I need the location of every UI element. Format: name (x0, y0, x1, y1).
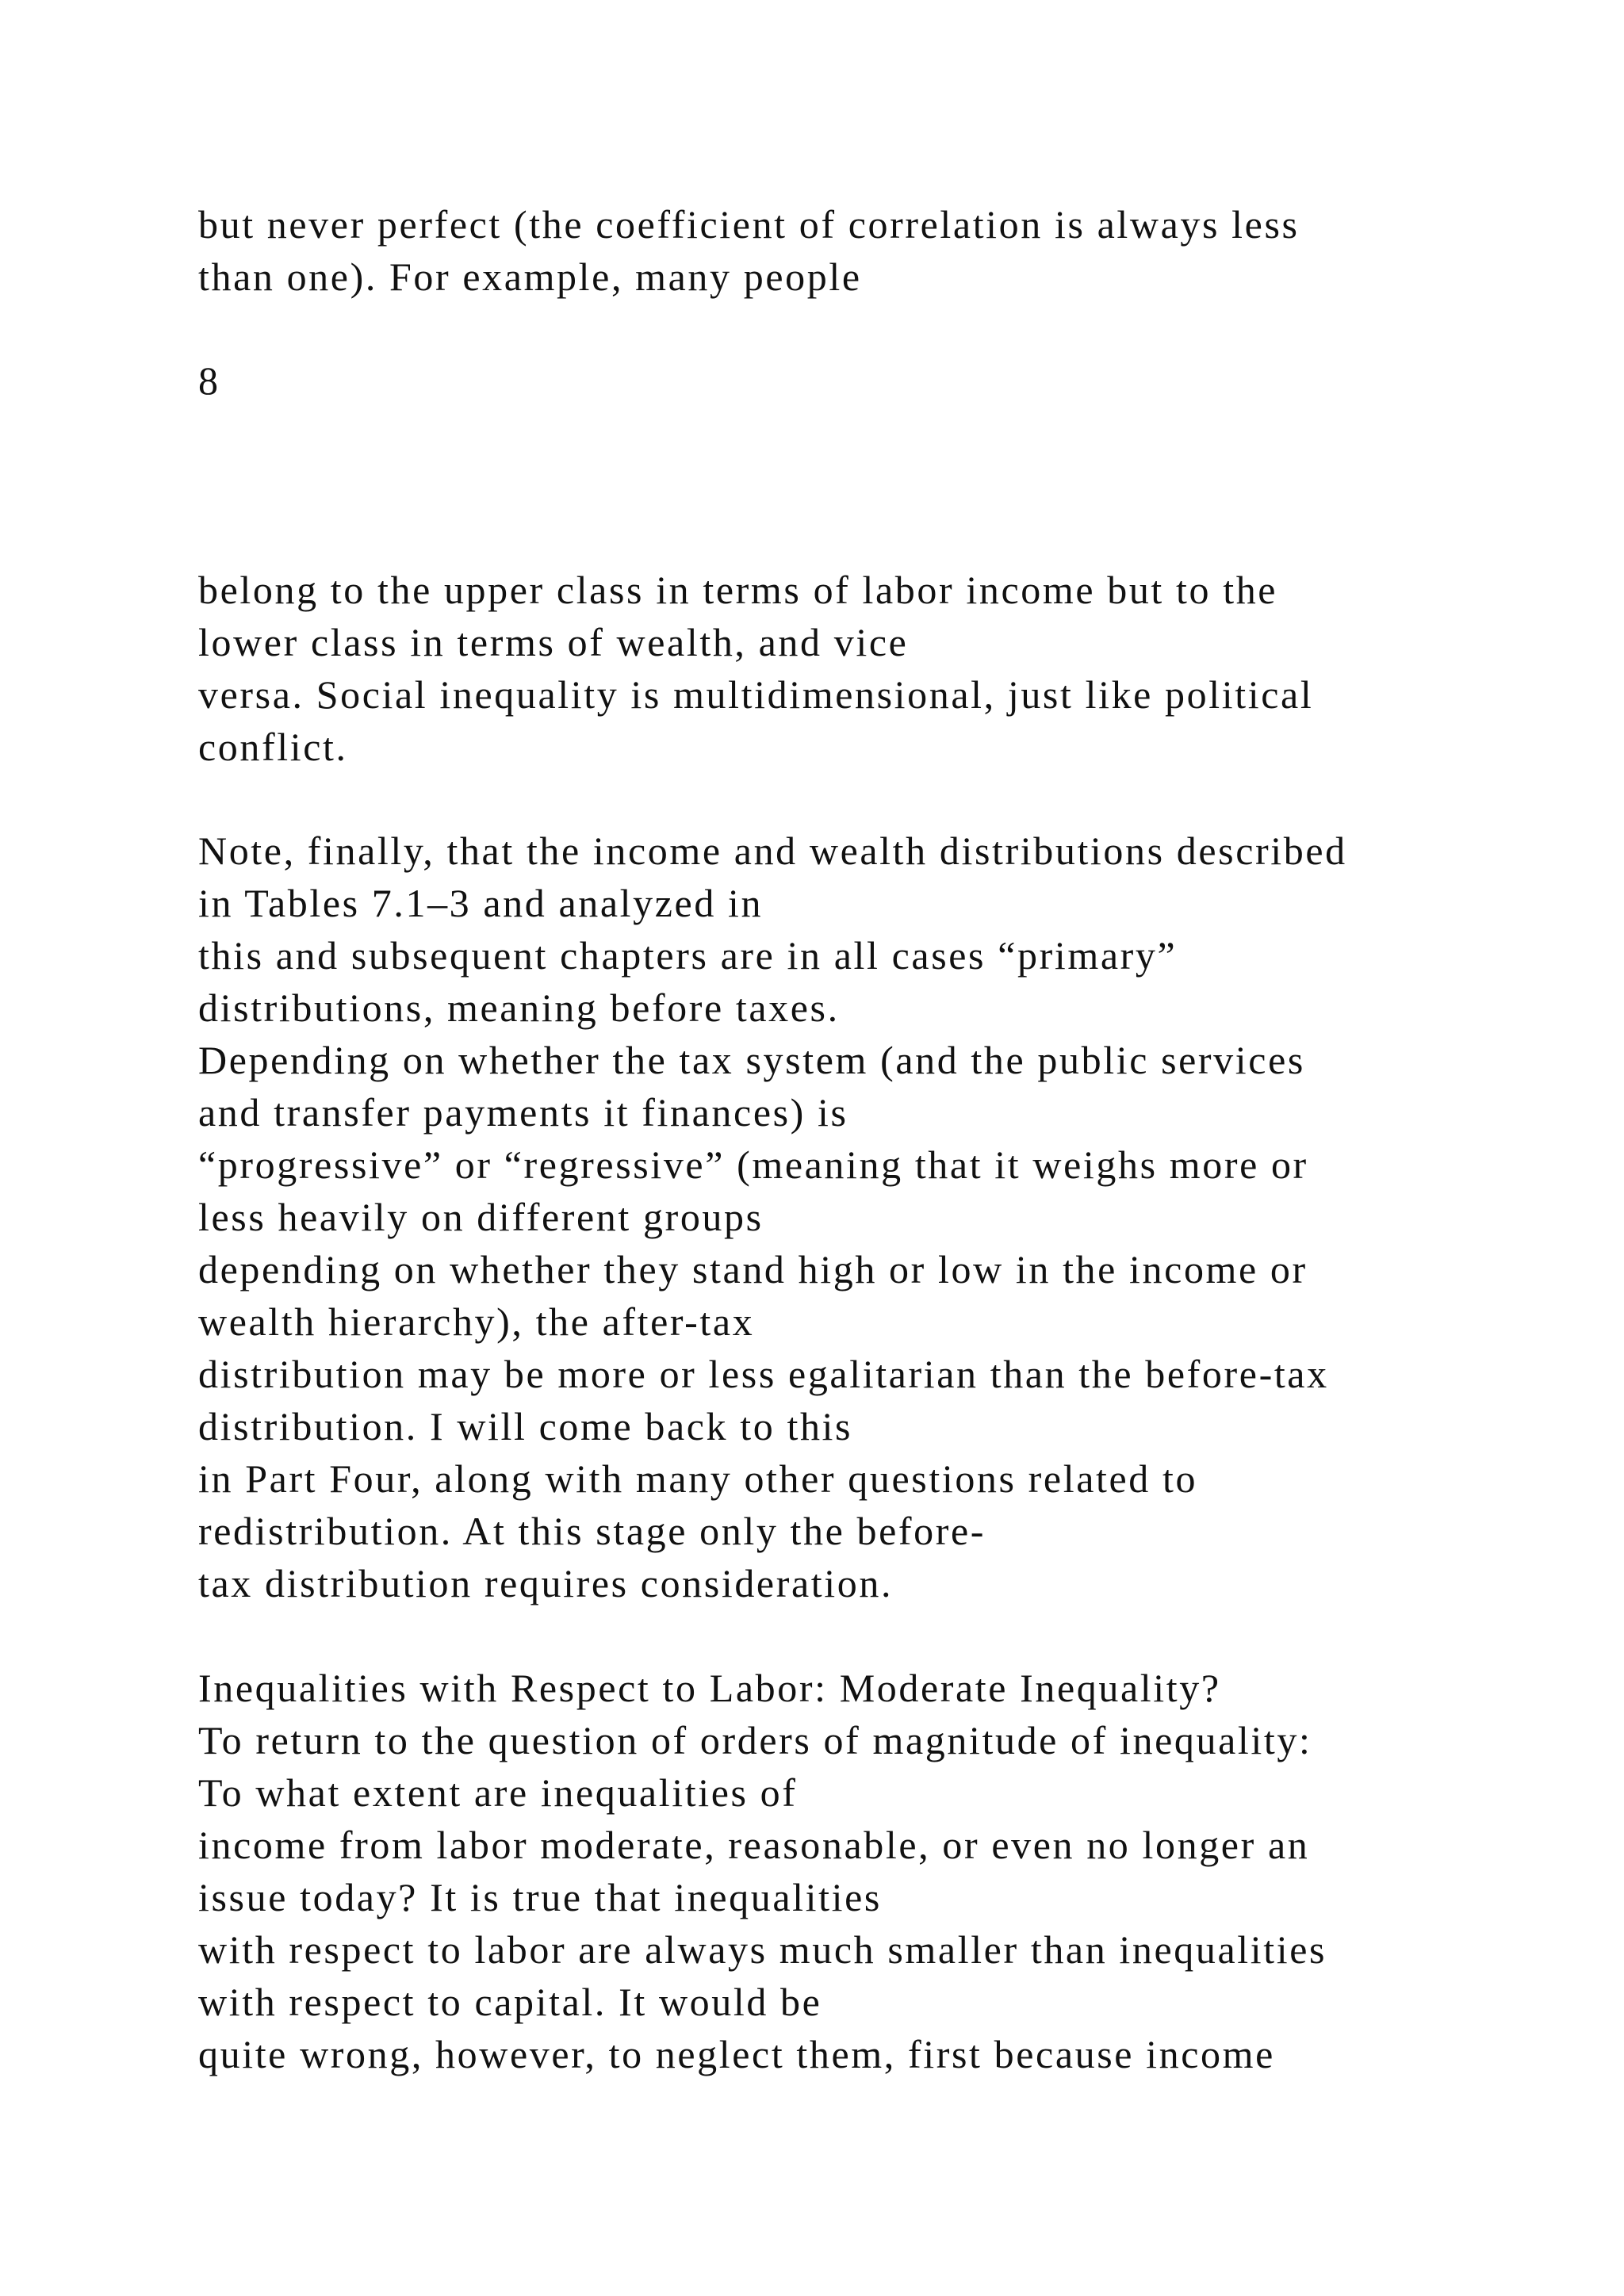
text-line: belong to the upper class in terms of labor income but to the (198, 568, 1278, 612)
text-line: with respect to labor are always much smaller than inequalities (198, 1927, 1327, 1972)
text-line: quite wrong, however, to neglect them, first because income (198, 2032, 1275, 2076)
text-line: Depending on whether the tax system (and the public services (198, 1038, 1305, 1082)
text-line: “progressive” or “regressive” (meaning that it weighs more or (198, 1142, 1308, 1187)
text-line: than one). For example, many people (198, 254, 862, 299)
text-line: To return to the question of orders of magnitude of inequality: (198, 1718, 1312, 1762)
text-line: lower class in terms of wealth, and vice (198, 620, 909, 664)
text-line: distribution. I will come back to this (198, 1404, 853, 1448)
text-line: To what extent are inequalities of (198, 1770, 798, 1815)
text-line: income from labor moderate, reasonable, or even no longer an (198, 1823, 1310, 1867)
text-line: depending on whether they stand high or low in the income or (198, 1247, 1308, 1292)
text-line: distributions, meaning before taxes. (198, 985, 840, 1030)
text-line: in Tables 7.1–3 and analyzed in (198, 881, 764, 925)
text-line: but never perfect (the coefficient of correlation is always less (198, 202, 1300, 247)
text-line: Note, finally, that the income and wealth distributions described (198, 828, 1347, 873)
text-line: in Part Four, along with many other questions related to (198, 1456, 1198, 1501)
page-number: 8 (198, 358, 220, 403)
text-line: and transfer payments it finances) is (198, 1090, 848, 1135)
text-line: with respect to capital. It would be (198, 1980, 822, 2024)
text-line: conflict. (198, 725, 348, 769)
text-line: distribution may be more or less egalitarian than the before-tax (198, 1352, 1329, 1396)
section-heading: Inequalities with Respect to Labor: Moderate Inequality? (198, 1666, 1221, 1710)
text-line: issue today? It is true that inequalities (198, 1875, 882, 1919)
text-line: less heavily on different groups (198, 1195, 764, 1239)
text-line: redistribution. At this stage only the before- (198, 1509, 986, 1553)
text-line: this and subsequent chapters are in all cases “primary” (198, 933, 1178, 978)
text-line: wealth hierarchy), the after-tax (198, 1299, 755, 1344)
text-line: versa. Social inequality is multidimensional, just like political (198, 672, 1314, 717)
text-line: tax distribution requires consideration. (198, 1561, 894, 1605)
